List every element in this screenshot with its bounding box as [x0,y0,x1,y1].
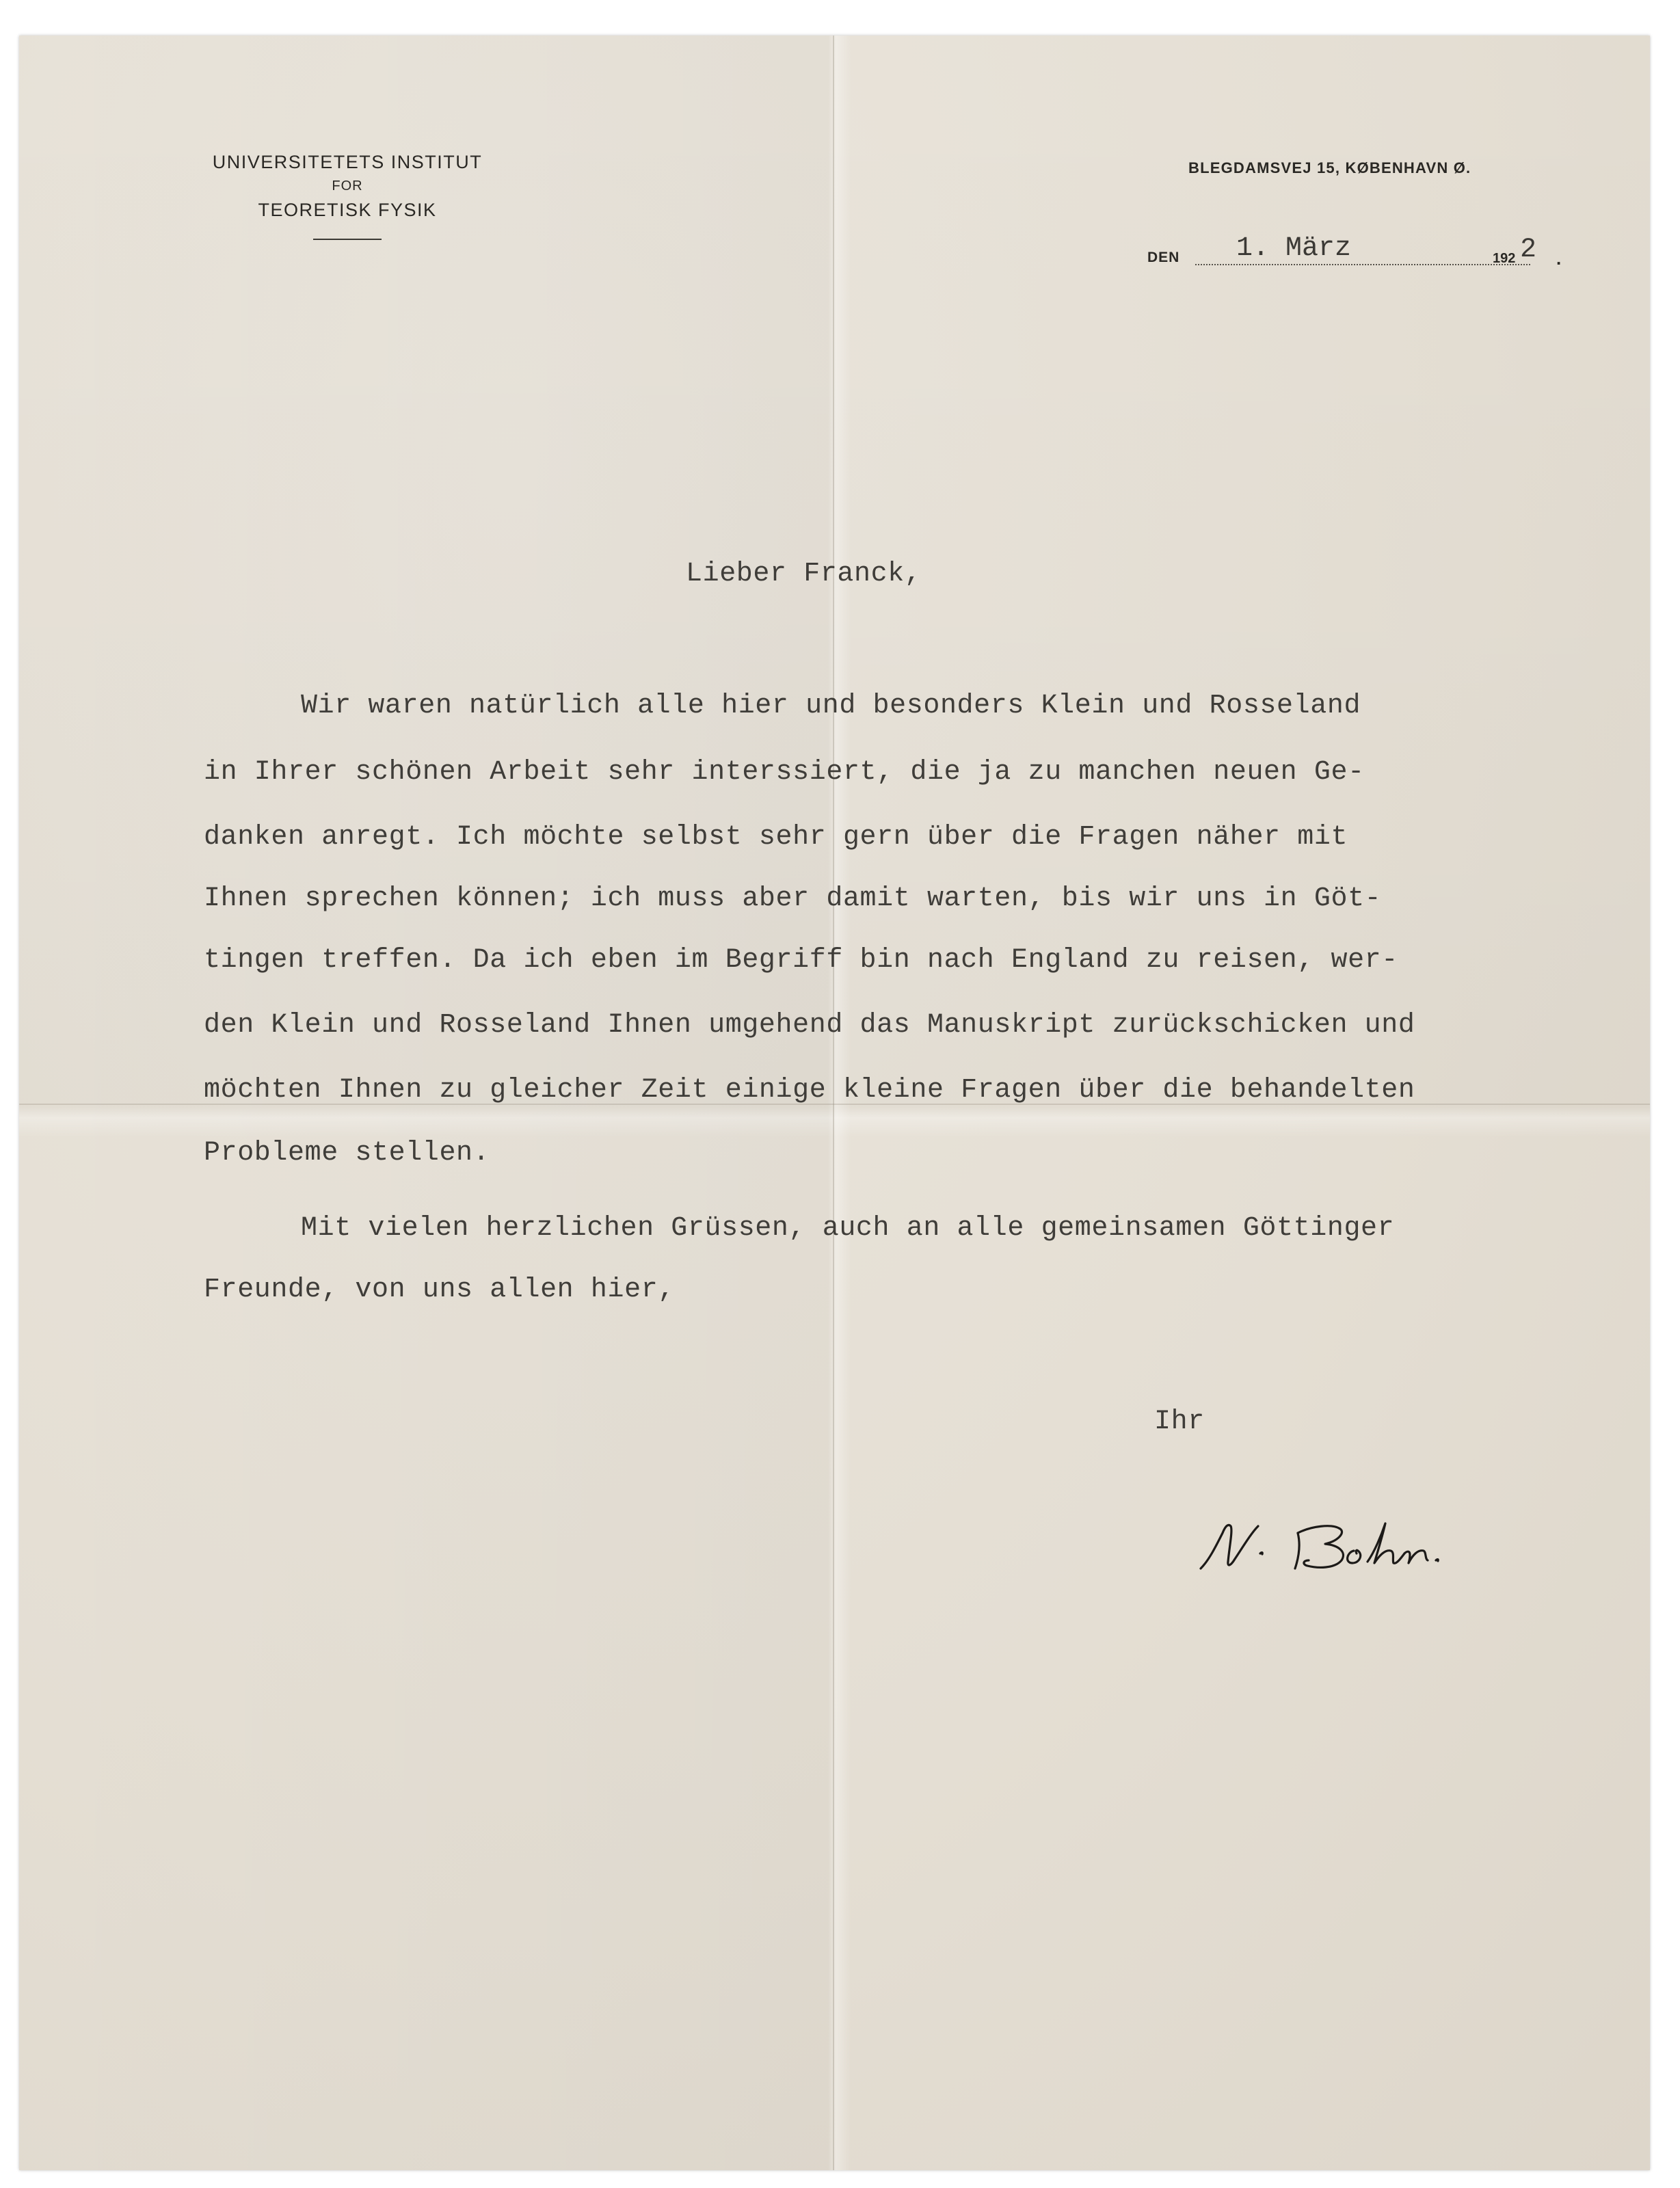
institute-address: BLEGDAMSVEJ 15, KØBENHAVN Ø. [1188,159,1471,176]
year-prefix: 192 [1493,251,1516,266]
salutation: Lieber Franck, [686,559,922,589]
paragraph2-line: Freunde, von uns allen hier, [204,1275,675,1305]
paragraph1-line: tingen treffen. Da ich eben im Begriff bin nach England zu reisen, wer- [204,945,1398,976]
letterhead-university: UNIVERSITETETS INSTITUT [212,152,483,172]
closing: Ihr [1154,1406,1205,1437]
letterhead-for: FOR [332,178,363,194]
paragraph1-line: Probleme stellen. [204,1138,490,1169]
handwritten-signature [1195,1506,1482,1581]
paragraph1-line: Ihnen sprechen können; ich muss aber damit warten, bis wir uns in Göt- [204,883,1382,914]
date-period: . [1556,248,1562,269]
paragraph1-line: Wir waren natürlich alle hier und besonders Klein und Rosseland [301,691,1361,721]
letter-sheet [19,36,1650,2170]
date-line [1147,233,1571,269]
letterhead-rule [313,239,382,240]
typed-year-digit: 2 [1520,235,1537,265]
paragraph1-line: möchten Ihnen zu gleicher Zeit einige kleine Fragen über die behandelten [204,1075,1415,1106]
paragraph1-line: den Klein und Rosseland Ihnen umgehend das Manuskript zurückschicken und [204,1010,1415,1041]
paragraph2-line: Mit vielen herzlichen Grüssen, auch an alle gemeinsamen Göttinger [301,1213,1395,1244]
paragraph1-line: in Ihrer schönen Arbeit sehr interssiert, die ja zu manchen neuen Ge- [204,757,1365,788]
date-label: DEN [1147,250,1180,265]
paragraph1-line: danken anregt. Ich möchte selbst sehr gern über die Fragen näher mit [204,822,1348,853]
letterhead-department: TEORETISK FYSIK [258,200,437,220]
institute-letterhead [156,148,539,240]
typed-date: 1. März [1236,233,1352,264]
